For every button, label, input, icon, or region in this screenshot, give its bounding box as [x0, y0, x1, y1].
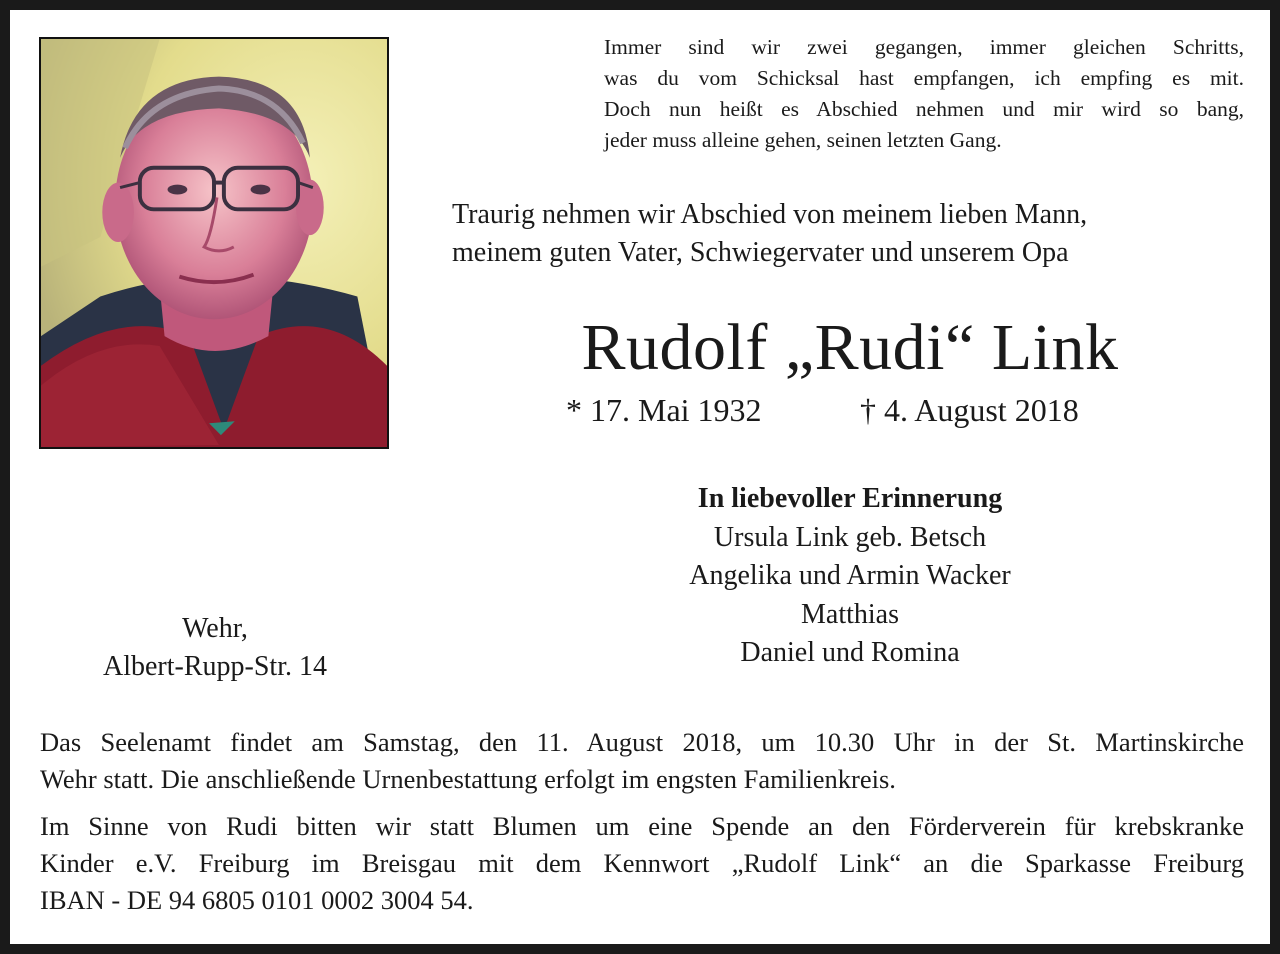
- birth-date: * 17. Mai 1932: [566, 392, 762, 428]
- mourner-name: Matthias: [801, 598, 899, 630]
- donation-notice: [40, 808, 1244, 919]
- poem-line: was du vom Schicksal hast empfangen, ich empfing es mit.: [604, 66, 1244, 90]
- deceased-name: Rudolf „Rudi“ Link: [581, 311, 1119, 384]
- portrait-image: [41, 39, 387, 447]
- mourners-list: [550, 480, 1150, 673]
- address-town: Wehr,: [182, 613, 248, 644]
- notice-line: Im Sinne von Rudi bitten wir statt Blumen um eine Spende an den Förderverein für krebskranke: [40, 811, 1244, 841]
- notice-line: Das Seelenamt findet am Samstag, den 11. August 2018, um 10.30 Uhr in der St. Martinskirche: [40, 727, 1244, 757]
- intro-line: meinem guten Vater, Schwiegervater und unserem Opa: [452, 237, 1069, 268]
- notice-line: Kinder e.V. Freiburg im Breisgau mit dem Kennwort „Rudolf Link“ an die Sparkasse Freiburg: [40, 848, 1244, 878]
- poem-line: Immer sind wir zwei gegangen, immer gleichen Schritts,: [604, 35, 1244, 59]
- service-notice: [40, 724, 1244, 798]
- family-address: [50, 610, 380, 686]
- mourners-heading: In liebevoller Erinnerung: [697, 483, 1003, 514]
- mourner-name: Daniel und Romina: [740, 637, 960, 668]
- intro-line: Traurig nehmen wir Abschied von meinem lieben Mann,: [452, 199, 1088, 230]
- portrait-photo: [39, 37, 389, 449]
- notice-line: Wehr statt. Die anschließende Urnenbestattung erfolgt im engsten Familienkreis.: [40, 764, 896, 794]
- address-street: Albert-Rupp-Str. 14: [103, 651, 327, 682]
- death-date: † 4. August 2018: [860, 392, 1079, 428]
- mourner-name: Ursula Link geb. Betsch: [713, 521, 987, 553]
- poem-line: jeder muss alleine gehen, seinen letzten Gang.: [604, 128, 1002, 152]
- farewell-intro: [452, 196, 1252, 272]
- mourner-name: Angelika und Armin Wacker: [689, 560, 1011, 591]
- poem-line: Doch nun heißt es Abschied nehmen und mir wird so bang,: [604, 97, 1244, 121]
- notice-line: IBAN - DE 94 6805 0101 0002 3004 54.: [40, 885, 474, 915]
- memorial-poem: [604, 32, 1244, 156]
